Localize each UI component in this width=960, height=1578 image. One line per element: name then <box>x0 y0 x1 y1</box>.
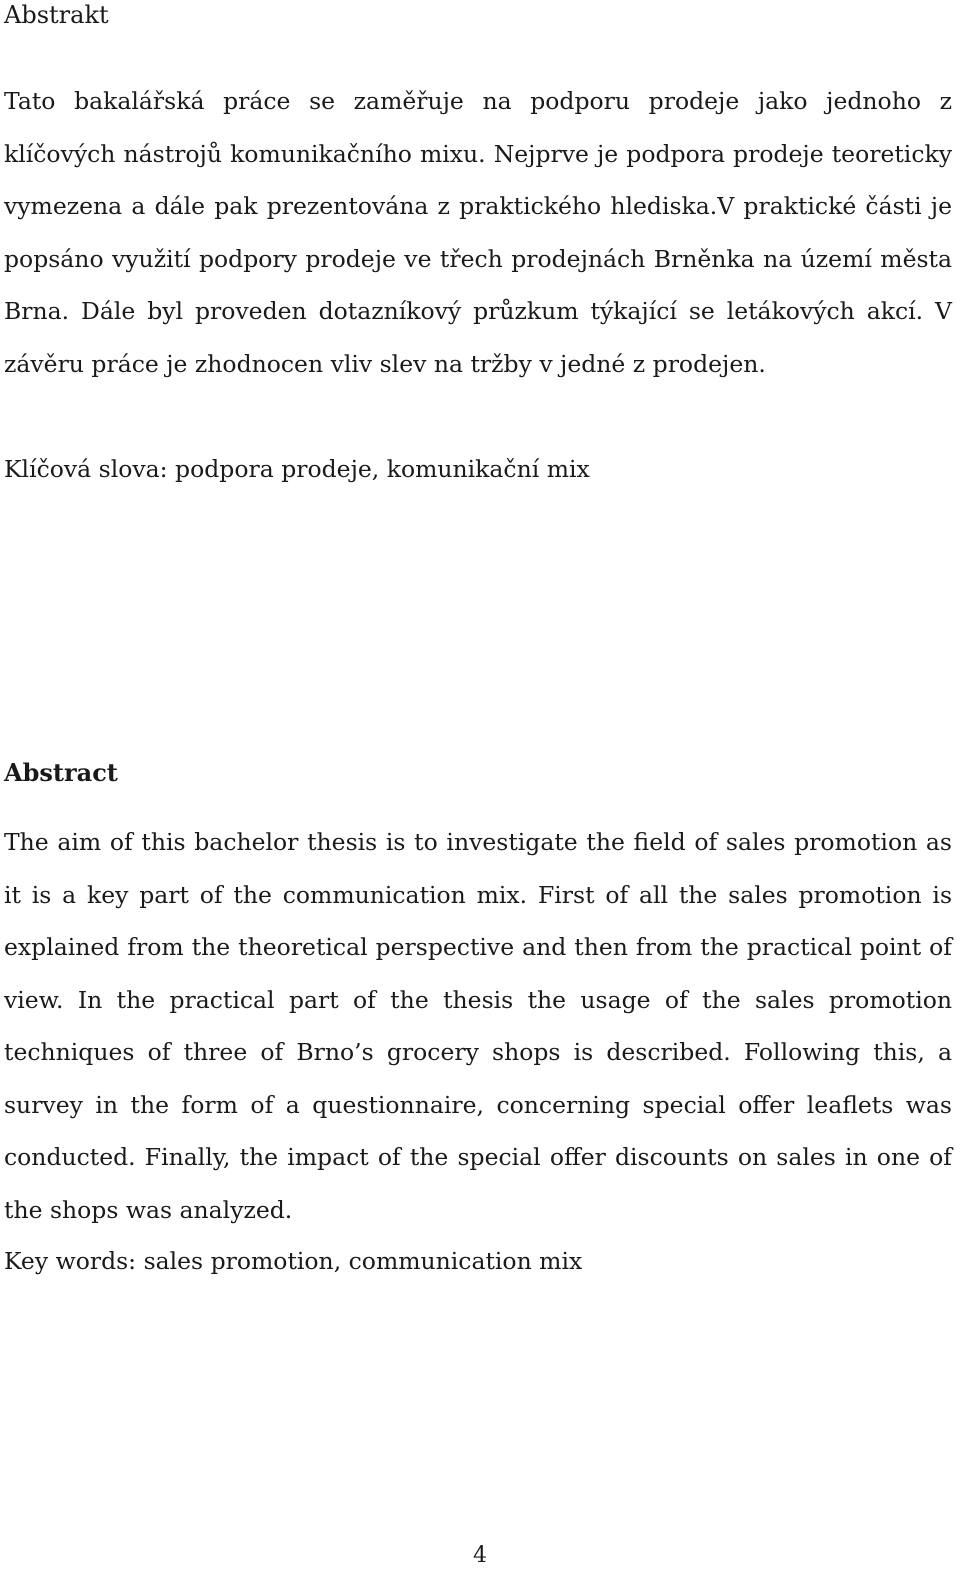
english-abstract-heading: Abstract <box>4 758 118 787</box>
czech-abstract-heading: Abstrakt <box>4 1 109 29</box>
page-number: 4 <box>473 1543 487 1568</box>
english-keywords: Key words: sales promotion, communication mix <box>4 1247 583 1275</box>
czech-abstract-paragraph: Tato bakalářská práce se zaměřuje na podporu prodeje jako jednoho z klíčových nástrojů komunikačního mixu. Nejprve je podpora prodeje teoreticky vymezena a dále pak prezentována z praktického hlediska.V praktické části je popsáno využití podpory prodeje ve třech prodejnách Brněnka na území města Brna. Dále byl proveden dotazníkový průzkum týkající se letákových akcí. V závěru práce je zhodnocen vliv slev na tržby v jedné z prodejen. <box>4 87 952 378</box>
czech-keywords: Klíčová slova: podpora prodeje, komunikační mix <box>4 455 590 483</box>
english-abstract-paragraph: The aim of this bachelor thesis is to investigate the field of sales promotion as it is a key part of the communication mix. First of all the sales promotion is explained from the theoretical perspective and then from the practical point of view. In the practical part of the thesis the usage of the sales promotion techniques of three of Brno’s grocery shops is described. Following this, a survey in the form of a questionnaire, concerning special offer leaflets was conducted. Finally, the impact of the special offer discounts on sales in one of the shops was analyzed. <box>4 828 952 1224</box>
